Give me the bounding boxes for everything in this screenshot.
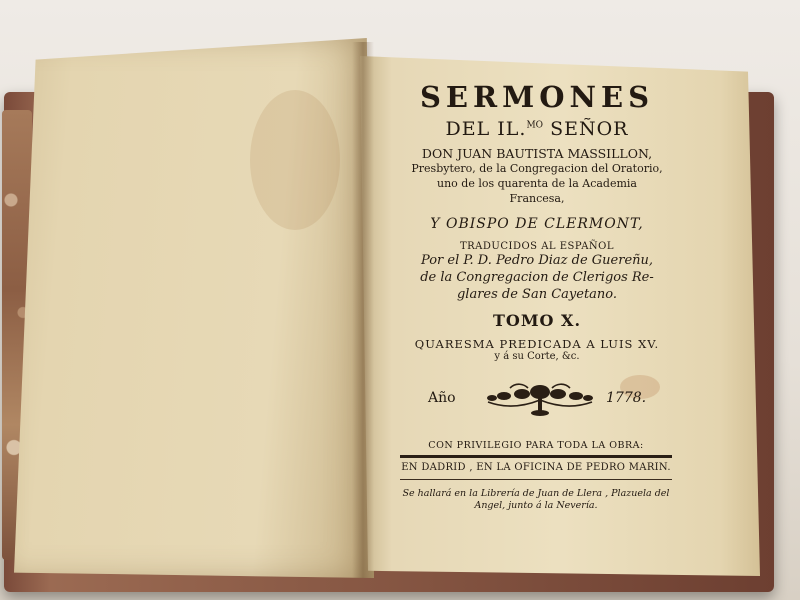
rule: [400, 479, 672, 480]
rule: [400, 455, 672, 458]
author-desc-1: Presbytero, de la Congregacion del Oratorio,: [411, 162, 663, 175]
translated-line: TRADUCIDOS AL ESPAÑOL: [459, 241, 615, 252]
translator-1: Por el P. D. Pedro Diaz de Guereñu,: [420, 253, 654, 268]
volume-label: TOMO X.: [492, 311, 582, 330]
honorific-line: DEL IL.$^{MO}$ SEÑOR: [445, 118, 629, 140]
imprint-block: [400, 440, 672, 512]
translator-2: de la Congregacion de Clerigos Re-: [420, 270, 654, 285]
privilege-line: CON PRIVILEGIO PARA TODA LA OBRA:: [428, 440, 644, 451]
title-block: [392, 80, 682, 362]
author-desc-2: uno de los quarenta de la Academia: [437, 177, 637, 190]
author-desc-3: Francesa,: [509, 192, 565, 205]
author-name: DON JUAN BAUTISTA MASSILLON,: [421, 146, 653, 161]
translator-3: glares de San Cayetano.: [456, 287, 618, 302]
year-label: Año: [428, 390, 456, 406]
year-row: [400, 378, 670, 418]
bishop-line: Y OBISPO DE CLERMONT,: [430, 216, 644, 232]
book-title: SERMONES: [419, 80, 655, 114]
bookseller-line-1: Se hallará en la Librería de Juan de Llera , Plazuela del: [402, 488, 670, 499]
subject-line-2: y á su Corte, &c.: [494, 351, 580, 362]
floral-ornament: [480, 378, 600, 418]
publication-year: 1778.: [606, 390, 647, 406]
subject-line: QUARESMA PREDICADA A LUIS XV.: [414, 337, 660, 351]
book-gutter: [352, 42, 374, 578]
page-stain: [250, 90, 340, 230]
bookseller-line-2: Angel, junto á la Nevería.: [474, 500, 598, 511]
imprint-line: EN DADRID , EN LA OFICINA DE PEDRO MARIN.: [401, 462, 671, 473]
